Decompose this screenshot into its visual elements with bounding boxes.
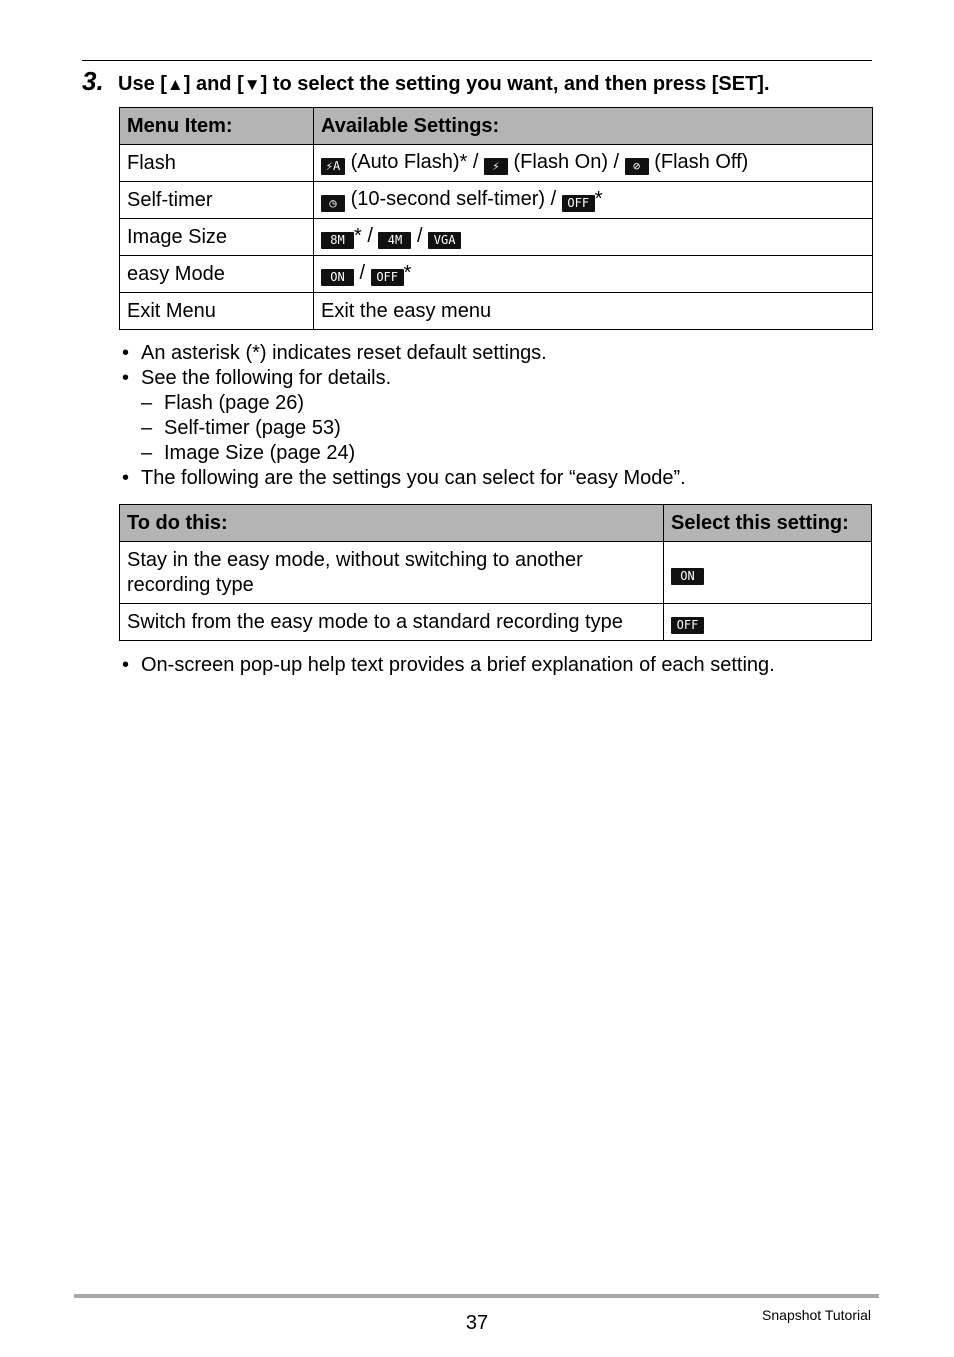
setting-cell bbox=[664, 604, 872, 641]
table-row bbox=[120, 256, 873, 293]
notes-list-2 bbox=[122, 653, 775, 678]
table-row bbox=[120, 219, 873, 256]
settings-cell: ◷ (10-second self-timer) / OFF * bbox=[314, 182, 873, 219]
menu-item-cell: Exit Menu bbox=[120, 293, 314, 330]
flash-off-icon: ⊘ bbox=[625, 158, 649, 175]
settings-cell: ⚡A (Auto Flash)* / ⚡ (Flash On) / ⊘ (Flash Off) bbox=[314, 145, 873, 182]
sub-list-item: – Image Size (page 24) bbox=[141, 442, 356, 464]
list-item: • On-screen pop-up help text provides a brief explanation of each setting. bbox=[122, 654, 775, 676]
image-size-vga-icon: VGA bbox=[428, 232, 461, 249]
on-icon: ON bbox=[321, 269, 354, 286]
page-number: 37 bbox=[465, 1312, 489, 1334]
step-number: 3. bbox=[82, 66, 104, 96]
action-cell: Stay in the easy mode, without switching to another recording type bbox=[120, 542, 664, 604]
sub-list-item: – Flash (page 26) bbox=[141, 392, 305, 414]
setting-cell bbox=[664, 542, 872, 604]
header-menu-item: Menu Item: bbox=[120, 108, 314, 145]
table-row bbox=[120, 604, 872, 641]
list-item: • An asterisk (*) indicates reset default settings. bbox=[122, 342, 547, 364]
menu-item-cell: Flash bbox=[120, 145, 314, 182]
menu-item-cell: easy Mode bbox=[120, 256, 314, 293]
easy-mode-table bbox=[119, 504, 872, 641]
menu-item-cell: Image Size bbox=[120, 219, 314, 256]
bottom-rule bbox=[74, 1294, 879, 1298]
section-label: Snapshot Tutorial bbox=[762, 1307, 871, 1323]
list-item: • See the following for details. bbox=[122, 367, 392, 389]
top-rule bbox=[82, 60, 872, 61]
table-row bbox=[120, 293, 873, 330]
table-row bbox=[120, 145, 873, 182]
table-header-row bbox=[120, 505, 872, 542]
notes-list bbox=[122, 341, 686, 491]
table-header-row bbox=[120, 108, 873, 145]
list-item: • The following are the settings you can select for “easy Mode”. bbox=[122, 467, 686, 489]
action-cell: Switch from the easy mode to a standard recording type bbox=[120, 604, 664, 641]
settings-cell: Exit the easy menu bbox=[314, 293, 873, 330]
self-timer-icon: ◷ bbox=[321, 195, 345, 212]
table-row bbox=[120, 182, 873, 219]
header-select-setting: Select this setting: bbox=[664, 505, 872, 542]
down-arrow-icon: ▼ bbox=[243, 75, 261, 94]
image-size-4m-icon: 4M bbox=[378, 232, 411, 249]
header-to-do-this: To do this: bbox=[120, 505, 664, 542]
flash-on-icon: ⚡ bbox=[484, 158, 508, 175]
menu-item-cell: Self-timer bbox=[120, 182, 314, 219]
auto-flash-icon: ⚡A bbox=[321, 158, 345, 175]
header-available-settings: Available Settings: bbox=[314, 108, 873, 145]
sub-list-item: – Self-timer (page 53) bbox=[141, 417, 341, 439]
up-arrow-icon: ▲ bbox=[166, 75, 184, 94]
off-icon: OFF bbox=[371, 269, 404, 286]
settings-cell: 8M * / 4M / VGA bbox=[314, 219, 873, 256]
off-icon: OFF bbox=[671, 617, 704, 634]
settings-table bbox=[119, 107, 873, 330]
settings-cell: ON / OFF * bbox=[314, 256, 873, 293]
off-icon: OFF bbox=[562, 195, 595, 212]
on-icon: ON bbox=[671, 568, 704, 585]
table-row bbox=[120, 542, 872, 604]
step-heading: 3. Use [▲] and [▼] to select the setting you want, and then press [SET]. bbox=[82, 66, 770, 96]
image-size-8m-icon: 8M bbox=[321, 232, 354, 249]
